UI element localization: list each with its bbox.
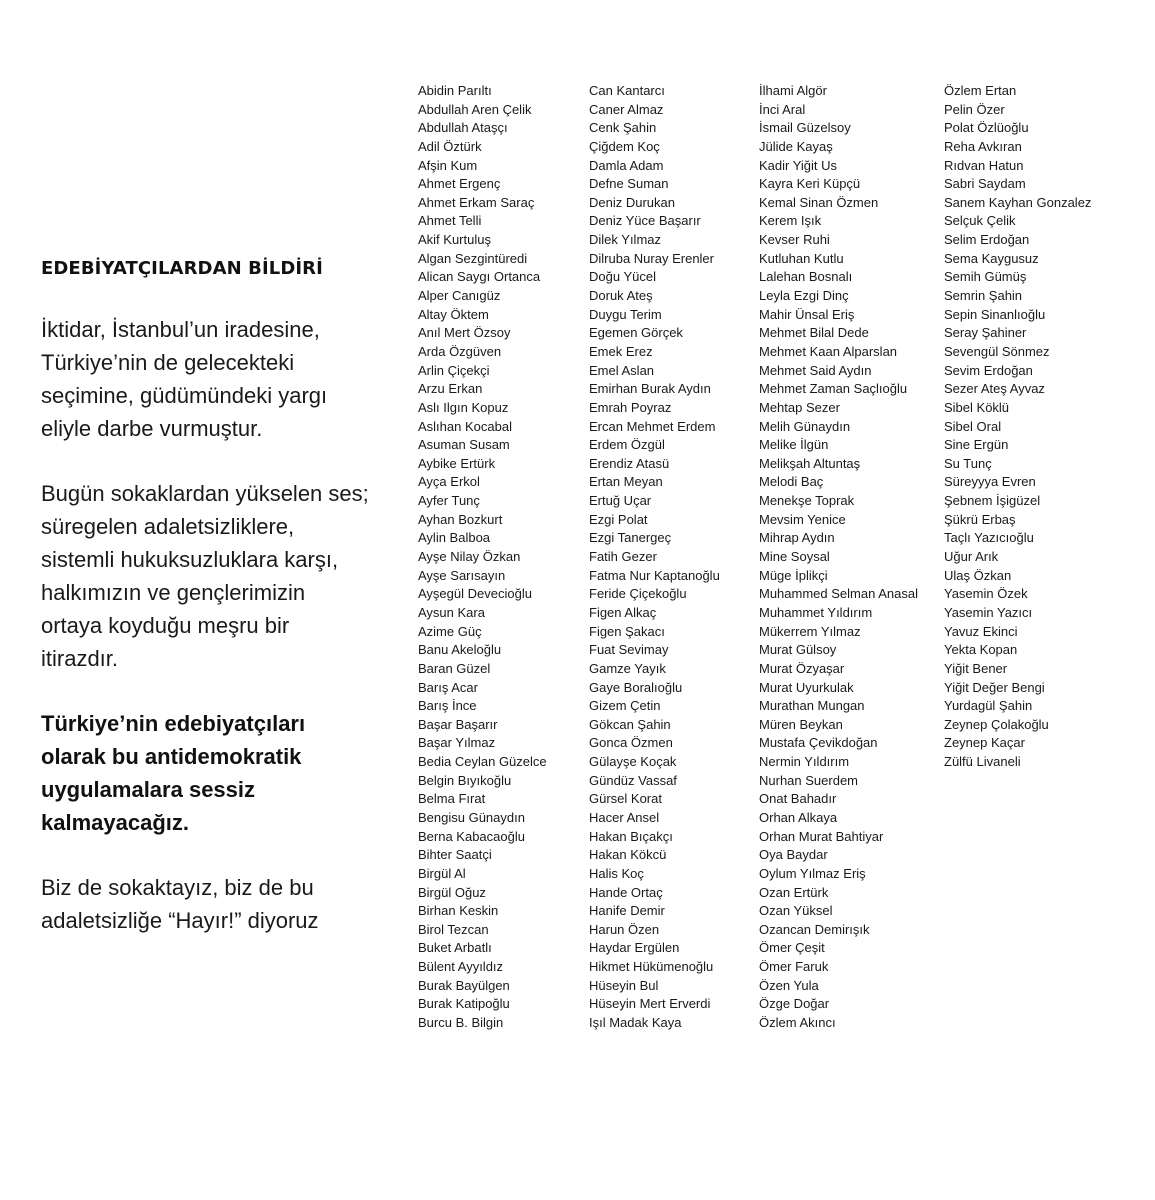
signatory-name: Başar Başarır	[418, 716, 498, 732]
signatory-name: Ercan Mehmet Erdem	[589, 418, 716, 434]
signatory-name: Ömer Faruk	[759, 959, 829, 975]
signatory-name: Kevser Ruhi	[759, 232, 830, 248]
signatory-name: Orhan Alkaya	[759, 809, 838, 825]
signatory-name: Caner Almaz	[589, 101, 664, 117]
signatory-name: Zeynep Kaçar	[944, 735, 1025, 751]
signatory-name: Mahir Ünsal Eriş	[759, 306, 855, 322]
signatory-name: Bülent Ayyıldız	[418, 959, 504, 975]
signatory-name: Emrah Poyraz	[589, 399, 672, 415]
signatory-name: Baran Güzel	[418, 660, 491, 676]
signatory-name: Menekşe Toprak	[759, 493, 855, 509]
signatory-name: Arzu Erkan	[418, 381, 483, 397]
signatory-name: Ezgi Polat	[589, 511, 648, 527]
signatory-name: Deniz Durukan	[589, 194, 675, 210]
signatory-name: Ömer Çeşit	[759, 940, 825, 956]
signatory-name: Banu Akeloğlu	[418, 642, 502, 658]
signatory-name: Oylum Yılmaz Eriş	[759, 865, 866, 881]
signatory-name: Bihter Saatçi	[418, 847, 492, 863]
signatory-name: Kadir Yiğit Us	[759, 157, 838, 173]
signatory-name: Kerem Işık	[759, 213, 822, 229]
signatory-name: Azime Güç	[418, 623, 482, 639]
signatory-name: Akif Kurtuluş	[418, 232, 491, 248]
signatories-column-2	[589, 82, 720, 1033]
signatory-name: Süreyyya Evren	[944, 474, 1036, 490]
signatory-name: Sibel Oral	[944, 418, 1002, 434]
signatory-name: Aysun Kara	[418, 604, 485, 620]
signatory-name: Birol Tezcan	[418, 921, 489, 937]
signatory-name: Nurhan Suerdem	[759, 772, 858, 788]
signatory-name: Özge Doğar	[759, 996, 830, 1012]
signatory-name: Ezgi Tanergeç	[589, 530, 672, 546]
signatory-name: Belgin Bıyıkoğlu	[418, 772, 512, 788]
signatory-name: Oya Baydar	[759, 847, 828, 863]
signatory-name: Mehmet Kaan Alparslan	[759, 343, 898, 359]
signatories-column-4	[944, 82, 1091, 772]
signatory-name: Barış İnce	[418, 698, 477, 714]
signatory-name: Berna Kabacaoğlu	[418, 828, 525, 844]
signatory-name: Gizem Çetin	[589, 698, 661, 714]
statement-block	[41, 255, 371, 969]
signatory-name: Melikşah Altuntaş	[759, 455, 861, 471]
signatory-name: Birhan Keskin	[418, 903, 499, 919]
signatory-name: Mehmet Zaman Saçlıoğlu	[759, 381, 908, 397]
signatory-name: Hacer Ansel	[589, 809, 660, 825]
signatory-name: Muhammet Yıldırım	[759, 604, 873, 620]
signatory-name: Birgül Al	[418, 865, 466, 881]
signatory-name: Ozan Ertürk	[759, 884, 829, 900]
signatory-name: Mustafa Çevikdoğan	[759, 735, 878, 751]
signatory-name: Ayça Erkol	[418, 474, 480, 490]
statement-paragraph-1: İktidar, İstanbul’un iradesine, Türkiye’nin de gelecekteki seçimine, güdümündeki yargı eliyle darbe vurmuştur.	[41, 317, 328, 441]
signatory-name: Cenk Şahin	[589, 120, 657, 136]
statement-title: EDEBİYATÇILARDAN BİLDİRİ	[41, 258, 323, 279]
signatory-name: Zülfü Livaneli	[944, 754, 1021, 770]
signatory-name: Hüseyin Mert Erverdi	[589, 996, 711, 1012]
signatory-name: Özlem Ertan	[944, 83, 1017, 98]
signatory-name: Melih Günaydın	[759, 418, 851, 434]
signatory-name: Deniz Yüce Başarır	[589, 213, 701, 229]
signatory-name: İsmail Güzelsoy	[759, 120, 851, 136]
signatory-name: Ertan Meyan	[589, 474, 663, 490]
statement-paragraph-3: Türkiye’nin edebiyatçıları olarak bu antidemokratik uygulamalara sessiz kalmayacağız.	[41, 711, 306, 835]
signatory-name: Müren Beykan	[759, 716, 843, 732]
signatory-name: Ulaş Özkan	[944, 567, 1012, 583]
signatory-name: Belma Fırat	[418, 791, 486, 807]
signatory-name: Ozancan Demirışık	[759, 921, 870, 937]
signatory-name: Hikmet Hükümenoğlu	[589, 959, 714, 975]
signatory-name: Burak Katipoğlu	[418, 996, 510, 1012]
signatory-name: Hande Ortaç	[589, 884, 663, 900]
signatory-name: Gaye Boralıoğlu	[589, 679, 683, 695]
signatory-name: Algan Sezgintüredi	[418, 250, 528, 266]
signatories-column-3	[759, 82, 918, 1033]
signatory-name: Afşin Kum	[418, 157, 478, 173]
signatory-name: Abdullah Ataşçı	[418, 120, 508, 136]
signatory-name: Murathan Mungan	[759, 698, 865, 714]
signatory-name: Semrin Şahin	[944, 288, 1023, 304]
signatories-column-1	[418, 82, 547, 1033]
signatory-name: Burak Bayülgen	[418, 977, 510, 993]
signatory-name: Alper Canıgüz	[418, 288, 501, 304]
signatory-name: Yekta Kopan	[944, 642, 1018, 658]
signatory-name: Mehmet Said Aydın	[759, 362, 872, 378]
signatory-name: Ahmet Telli	[418, 213, 482, 229]
signatory-name: Dilruba Nuray Erenler	[589, 250, 714, 266]
signatory-name: Buket Arbatlı	[418, 940, 492, 956]
signatory-name: Anıl Mert Özsoy	[418, 325, 511, 341]
signatory-name: Murat Gülsoy	[759, 642, 837, 658]
signatory-name: Gürsel Korat	[589, 791, 662, 807]
signatory-name: Sibel Köklü	[944, 399, 1010, 415]
signatory-name: Çiğdem Koç	[589, 138, 660, 154]
signatory-name: Şükrü Erbaş	[944, 511, 1016, 527]
signatory-name: Pelin Özer	[944, 101, 1005, 117]
signatory-name: Seray Şahiner	[944, 325, 1027, 341]
signatory-name: Sanem Kayhan Gonzalez	[944, 194, 1092, 210]
signatory-name: İlhami Algör	[759, 83, 827, 98]
signatory-name: Hüseyin Bul	[589, 977, 659, 993]
signatory-name: Fatih Gezer	[589, 549, 657, 565]
signatory-name: Dilek Yılmaz	[589, 232, 662, 248]
signatory-name: Kayra Keri Küpçü	[759, 176, 861, 192]
signatory-name: İnci Aral	[759, 101, 806, 117]
signatory-name: Egemen Görçek	[589, 325, 683, 341]
signatory-name: Sabri Saydam	[944, 176, 1026, 192]
signatory-name: Bedia Ceylan Güzelce	[418, 754, 547, 770]
signatory-name: Fatma Nur Kaptanoğlu	[589, 567, 720, 583]
signatory-name: Adil Öztürk	[418, 138, 482, 154]
signatory-name: Mine Soysal	[759, 549, 830, 565]
signatory-name: Mükerrem Yılmaz	[759, 623, 861, 639]
signatory-name: Yurdagül Şahin	[944, 698, 1033, 714]
signatory-name: Ozan Yüksel	[759, 903, 833, 919]
signatory-name: Özen Yula	[759, 977, 819, 993]
signatory-name: Ayşegül Devecioğlu	[418, 586, 532, 602]
signatory-name: Erendiz Atasü	[589, 455, 670, 471]
signatory-name: Gamze Yayık	[589, 660, 666, 676]
signatory-name: Rıdvan Hatun	[944, 157, 1024, 173]
signatory-name: Emek Erez	[589, 343, 653, 359]
signatory-name: Aylin Balboa	[418, 530, 491, 546]
signatory-name: Murat Uyurkulak	[759, 679, 854, 695]
signatory-name: Barış Acar	[418, 679, 478, 695]
signatory-name: Burcu B. Bilgin	[418, 1015, 504, 1031]
signatory-name: Defne Suman	[589, 176, 669, 192]
signatory-name: Müge İplikçi	[759, 567, 828, 583]
signatory-name: Yasemin Özek	[944, 586, 1028, 602]
signatory-name: Başar Yılmaz	[418, 735, 496, 751]
signatory-name: Harun Özen	[589, 921, 660, 937]
signatory-name: Taçlı Yazıcıoğlu	[944, 530, 1034, 546]
signatory-name: Duygu Terim	[589, 306, 662, 322]
signatory-name: Ayşe Sarısayın	[418, 567, 506, 583]
signatory-name: Mehmet Bilal Dede	[759, 325, 869, 341]
signatory-name: Arlin Çiçekçi	[418, 362, 490, 378]
signatory-name: Arda Özgüven	[418, 343, 502, 359]
signatory-name: Sezer Ateş Ayvaz	[944, 381, 1045, 397]
signatory-name: Murat Özyaşar	[759, 660, 845, 676]
signatory-name: Aslıhan Kocabal	[418, 418, 512, 434]
signatory-name: Mihrap Aydın	[759, 530, 835, 546]
signatory-name: Semih Gümüş	[944, 269, 1027, 285]
signatory-name: Can Kantarcı	[589, 83, 665, 98]
signatory-name: Melodi Baç	[759, 474, 824, 490]
signatory-name: Melike İlgün	[759, 437, 829, 453]
signatory-name: Kutluhan Kutlu	[759, 250, 844, 266]
signatory-name: Sevengül Sönmez	[944, 343, 1050, 359]
signatory-name: Onat Bahadır	[759, 791, 837, 807]
signatory-name: Muhammed Selman Anasal	[759, 586, 918, 602]
signatory-name: Yavuz Ekinci	[944, 623, 1018, 639]
signatory-name: Gündüz Vassaf	[589, 772, 677, 788]
signatory-name: Ayşe Nilay Özkan	[418, 549, 521, 565]
signatory-name: Uğur Arık	[944, 549, 999, 565]
signatory-name: Işıl Madak Kaya	[589, 1015, 682, 1031]
signatory-name: Hanife Demir	[589, 903, 665, 919]
signatory-name: Lalehan Bosnalı	[759, 269, 853, 285]
signatory-name: Doruk Ateş	[589, 288, 653, 304]
signatory-name: Hakan Kökcü	[589, 847, 667, 863]
signatory-name: Leyla Ezgi Dinç	[759, 288, 849, 304]
signatory-name: Yasemin Yazıcı	[944, 604, 1033, 620]
signatory-name: Sema Kaygusuz	[944, 250, 1039, 266]
signatory-name: Reha Avkıran	[944, 138, 1022, 154]
signatory-name: Figen Alkaç	[589, 604, 657, 620]
signatory-name: Gonca Özmen	[589, 735, 673, 751]
signatory-name: Fuat Sevimay	[589, 642, 669, 658]
signatory-name: Hakan Bıçakçı	[589, 828, 673, 844]
signatory-name: Figen Şakacı	[589, 623, 665, 639]
signatory-name: Abdullah Aren Çelik	[418, 101, 532, 117]
signatory-name: Emel Aslan	[589, 362, 655, 378]
signatory-name: Abidin Parıltı	[418, 83, 492, 98]
signatory-name: Doğu Yücel	[589, 269, 656, 285]
signatory-name: Yiğit Değer Bengi	[944, 679, 1045, 695]
signatory-name: Bengisu Günaydın	[418, 809, 525, 825]
signatory-name: Orhan Murat Bahtiyar	[759, 828, 884, 844]
signatory-name: Nermin Yıldırım	[759, 754, 850, 770]
signatory-name: Sevim Erdoğan	[944, 362, 1033, 378]
signatory-name: Yiğit Bener	[944, 660, 1008, 676]
signatory-name: Zeynep Çolakoğlu	[944, 716, 1049, 732]
signatory-name: Sine Ergün	[944, 437, 1009, 453]
signatory-name: Mehtap Sezer	[759, 399, 840, 415]
signatory-name: Emirhan Burak Aydın	[589, 381, 711, 397]
signatory-name: Feride Çiçekoğlu	[589, 586, 687, 602]
signatory-name: Sepin Sinanlıoğlu	[944, 306, 1046, 322]
signatory-name: Su Tunç	[944, 455, 992, 471]
signatory-name: Aslı Ilgın Kopuz	[418, 399, 509, 415]
signatory-name: Halis Koç	[589, 865, 644, 881]
signatory-name: Ayfer Tunç	[418, 493, 480, 509]
signatory-name: Selçuk Çelik	[944, 213, 1016, 229]
signatory-name: Şebnem İşigüzel	[944, 493, 1041, 509]
signatory-name: Haydar Ergülen	[589, 940, 680, 956]
signatory-name: Gülayşe Koçak	[589, 754, 677, 770]
signatory-name: Kemal Sinan Özmen	[759, 194, 879, 210]
signatory-name: Gökcan Şahin	[589, 716, 671, 732]
statement-paragraph-4: Biz de sokaktayız, biz de bu adaletsizliğe “Hayır!” diyoruz	[41, 875, 319, 933]
signatory-name: Mevsim Yenice	[759, 511, 846, 527]
signatory-name: Birgül Oğuz	[418, 884, 486, 900]
signatory-name: Ayhan Bozkurt	[418, 511, 503, 527]
signatory-name: Alican Saygı Ortanca	[418, 269, 541, 285]
signatory-name: Asuman Susam	[418, 437, 510, 453]
signatory-name: Altay Öktem	[418, 306, 489, 322]
signatory-name: Damla Adam	[589, 157, 664, 173]
signatory-name: Özlem Akıncı	[759, 1015, 836, 1031]
signatory-name: Polat Özlüoğlu	[944, 120, 1029, 136]
signatory-name: Ertuğ Uçar	[589, 493, 652, 509]
signatory-name: Erdem Özgül	[589, 437, 665, 453]
signatory-name: Aybike Ertürk	[418, 455, 496, 471]
signatory-name: Ahmet Erkam Saraç	[418, 194, 535, 210]
signatory-name: Selim Erdoğan	[944, 232, 1030, 248]
signatory-name: Jülide Kayaş	[759, 138, 833, 154]
statement-paragraph-2: Bugün sokaklardan yükselen ses; süregelen adaletsizliklere, sistemli hukuksuzluklara karşı, halkımızın ve gençlerimizin ortaya koyduğu meşru bir itirazdır.	[41, 481, 369, 671]
signatory-name: Ahmet Ergenç	[418, 176, 501, 192]
